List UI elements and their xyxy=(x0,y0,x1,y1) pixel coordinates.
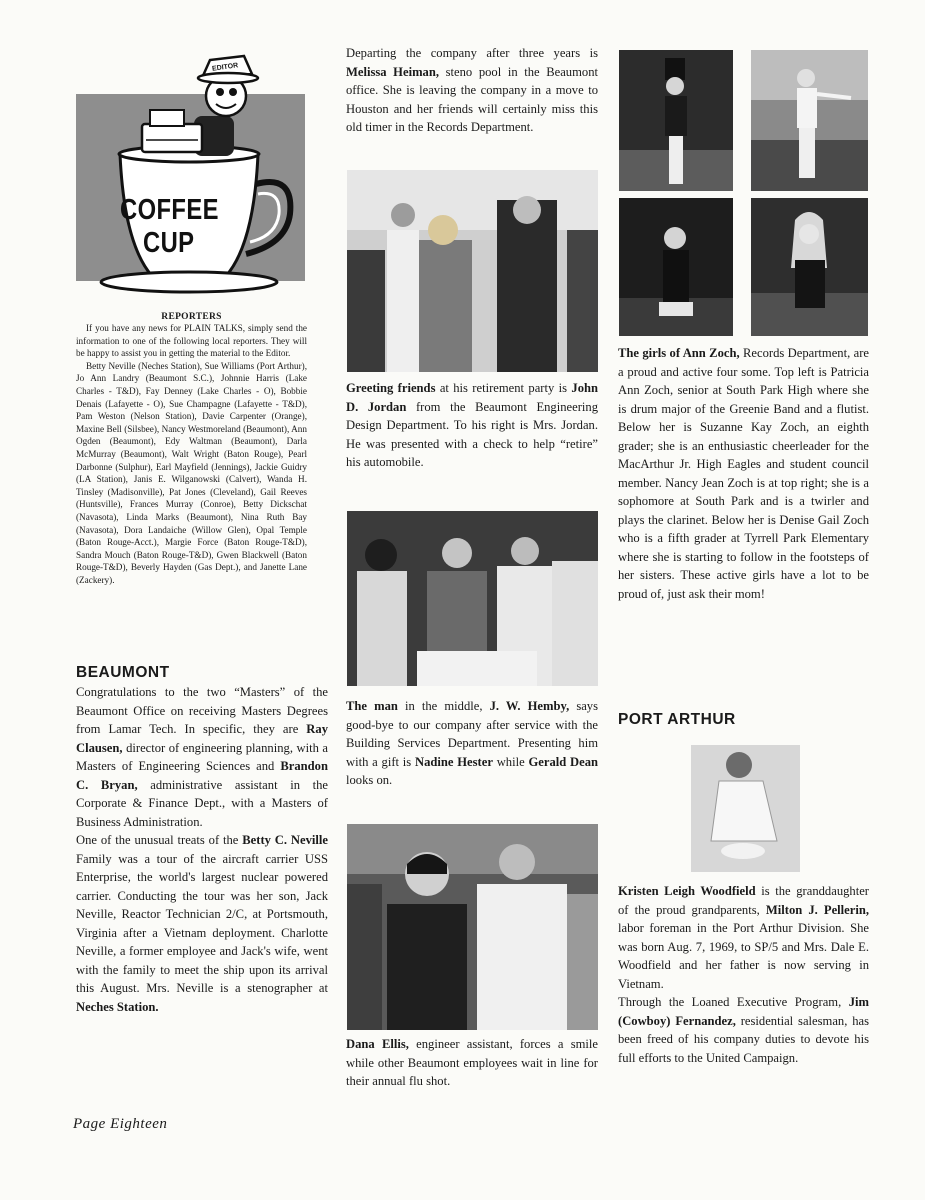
photo-jordan-retirement xyxy=(347,170,598,372)
text-run: One of the unusual treats of the xyxy=(76,833,243,847)
text-run: director of engineering planning, with a Masters of Engineering Sciences and xyxy=(76,740,328,773)
port-arthur-text xyxy=(618,882,869,1067)
beaumont-section xyxy=(76,664,328,1016)
name-jim-fernandez: Jim (Cowboy) Fernandez, xyxy=(618,995,869,1028)
caption-lead: Greeting friends xyxy=(346,381,436,395)
heiman-paragraph xyxy=(346,44,598,137)
name-brandon-bryan: Brandon C. Bryan, xyxy=(76,759,328,792)
port-arthur-section xyxy=(618,711,869,729)
reporters-title: REPORTERS xyxy=(161,312,222,322)
page-number: Page Eighteen xyxy=(73,1116,168,1132)
name-dana-ellis: Dana Ellis, xyxy=(346,1037,409,1051)
beaumont-heading: BEAUMONT xyxy=(76,664,170,681)
photo-jordan-image xyxy=(347,170,598,372)
port-arthur-paragraph-2 xyxy=(618,993,869,1067)
photo-hemby-image xyxy=(347,511,598,686)
photo-denise-image xyxy=(751,198,868,336)
zoch-caption xyxy=(618,344,869,603)
name-ann-zoch: The girls of Ann Zoch, xyxy=(618,346,740,360)
text-run: is the granddaughter of the proud grandparents, xyxy=(618,884,869,917)
heiman-paragraph-block xyxy=(346,44,598,137)
text-run: at his retirement party is xyxy=(435,381,572,395)
name-ray-clausen: Ray Clausen, xyxy=(76,722,328,755)
name-neches-station: Neches Station. xyxy=(76,999,159,1014)
photo-patricia-zoch xyxy=(619,50,733,191)
ellis-caption-block xyxy=(346,1035,598,1091)
name-milton-pellerin: Milton J. Pellerin, xyxy=(765,902,869,917)
photo-ellis-image xyxy=(347,824,598,1030)
photo-ellis-flu-shot xyxy=(347,824,598,1030)
jordan-caption xyxy=(346,379,598,472)
port-arthur-heading: PORT ARTHUR xyxy=(618,711,736,728)
text-run: in the middle, xyxy=(397,699,490,713)
name-melissa-heiman: Melissa Heiman, xyxy=(346,64,440,79)
text-run: Through the Loaned Executive Program, xyxy=(618,995,849,1009)
name-nadine-hester: Nadine Hester xyxy=(414,754,493,769)
photo-kristen-image xyxy=(691,745,800,872)
text-run: Family was a tour of the aircraft carrier USS Enterprise, the world's largest nuclear powered carrier. Conducting the tour was her son, Jack Neville, Reactor Technician 2/C, at Portsmouth, Virginia after a Vietnam deployment. Charlotte Neville, a former employee and Jack's wife, went with the family to meet the ship upon its arrival this August. Mrs. Neville is a stenographer at xyxy=(76,851,328,995)
photo-patricia-image xyxy=(619,50,733,191)
ellis-caption xyxy=(346,1035,598,1091)
logo-title-coffee: COFFEE xyxy=(120,194,219,226)
beaumont-paragraph-1 xyxy=(76,683,328,831)
text-run: while xyxy=(492,754,529,769)
left-column xyxy=(76,312,307,586)
text-run: administrative assistant in the Corporate & Finance Dept., with a Masters of Business Administration. xyxy=(76,777,328,829)
coffee-cup-illustration xyxy=(76,44,305,309)
jordan-caption-block xyxy=(346,379,598,472)
logo-hat-text: EDITOR xyxy=(211,62,239,73)
text-run: residential salesman, has been freed of his company duties to devote his full efforts to the United Campaign. xyxy=(618,1013,870,1065)
port-arthur-paragraph-1 xyxy=(618,882,869,993)
name-jw-hemby: J. W. Hemby, xyxy=(489,699,570,713)
photo-hemby-farewell xyxy=(347,511,598,686)
name-kristen-woodfield: Kristen Leigh Woodfield xyxy=(618,884,756,898)
name-betty-neville: Betty C. Neville xyxy=(242,833,328,847)
name-john-jordan: John D. Jordan xyxy=(346,381,598,414)
photo-suzanne-image xyxy=(619,198,733,336)
text-run: Congratulations to the two “Masters” of the Beaumont Office on receiving Masters Degrees from Lamar Tech. In specific, they are xyxy=(76,685,328,736)
photo-nancy-zoch xyxy=(751,50,868,191)
hemby-caption-block xyxy=(346,697,598,790)
photo-suzanne-zoch xyxy=(619,198,733,336)
text-run: looks on. xyxy=(346,773,393,787)
reporters-intro: If you have any news for PLAIN TALKS, simply send the information to one of the following local reporters. They will be happy to assist you in getting the material to the Editor. xyxy=(76,323,307,359)
text-run: says good-bye to our company after service with the Building Services Department. Presenting him with a gift is xyxy=(346,699,599,769)
beaumont-paragraph-2 xyxy=(76,831,328,1016)
text-run: Departing the company after three years is xyxy=(346,46,598,60)
zoch-caption-block xyxy=(618,344,869,603)
text-run: Records Department, are a proud and active four some. Top left is Patricia Ann Zoch, senior at South Park High where she is drum major of the Greenie Band and a flutist. Below her is Suzanne Kay Zoch, an eighth grader; she is an enthusiastic cheerleader for the MacArthur Jr. High Eagles and student council member. Nancy Jean Zoch is at top right; she is a sophomore at South Park and is a twirler and plays the clarinet. Below her is Denise Gail Zoch who is a fifth grader at Tyrrell Park Elementary where she is starting to follow in the footsteps of her sisters. These active girls have a lot to be proud of, just ask their mom! xyxy=(618,346,869,601)
text-run: engineer assistant, forces a smile while other Beaumont employees wait in line for their annual flu shot. xyxy=(346,1037,598,1088)
caption-lead: The man xyxy=(346,699,398,713)
text-run: steno pool in the Beaumont office. She is leaving the company in a move to Houston and her friends will certainly miss this old timer in the Records Department. xyxy=(346,64,598,134)
photo-kristen-woodfield xyxy=(691,745,800,872)
photo-nancy-image xyxy=(751,50,868,191)
reporters-list: Betty Neville (Neches Station), Sue Williams (Port Arthur), Jo Ann Landry (Beaumont S.C.), Johnnie Harris (Lake Charles - T&D), Fay Denney (Lake Charles - O), Bobbie Denais (Lafayette - O), Sue Champagne (Lafayette - T&D), Pam Weston (Nelson Station), Davie Carpenter (Orange), Maxine Bell (Silsbee), Nancy Westmoreland (Beaumont), Ann Ogden (Beaumont), Edy Waltman (Beaumont), Darla McMurray (Beaumont), Walt Wright (Baton Rouge), Pearl Darbonne (Sulphur), Earl Mayfield (Jennings), Jackie Guidry (LA Station), Janis E. Wilganowski (Calvert), Wanda H. Tinsley (Madisonville), Pat Jones (Cleveland), Gail Reeves (Huntsville), Frances Murray (Conroe), Betty Dickschat (Navasota), Linda Marks (Beaumont), Nina Ruth Bay (Navasota), Dora Landaiche (Willow Glen), Opal Temple (Baton Rouge-Acct.), Margie Force (Baton Rouge-T&D), Sandra Mouch (Baton Rouge-T&D), Gwen Blackwell (Baton Rouge-T&D), Beverly Hayden (Gas Dept.), and Janette Lane (Zackery). xyxy=(76,360,307,585)
logo-title-cup: CUP xyxy=(143,227,195,259)
text-run: labor foreman in the Port Arthur Division. She was born Aug. 7, 1969, to SP/5 and Mrs. Dale E. Woodfield and her father is now serving in Vietnam. xyxy=(618,921,869,991)
name-gerald-dean: Gerald Dean xyxy=(528,754,599,769)
photo-denise-zoch xyxy=(751,198,868,336)
text-run: from the Beaumont Engineering Design Department. To his right is Mrs. Jordan. He was presented with a check to help “retire” his automobile. xyxy=(346,399,598,469)
hemby-caption xyxy=(346,697,598,790)
